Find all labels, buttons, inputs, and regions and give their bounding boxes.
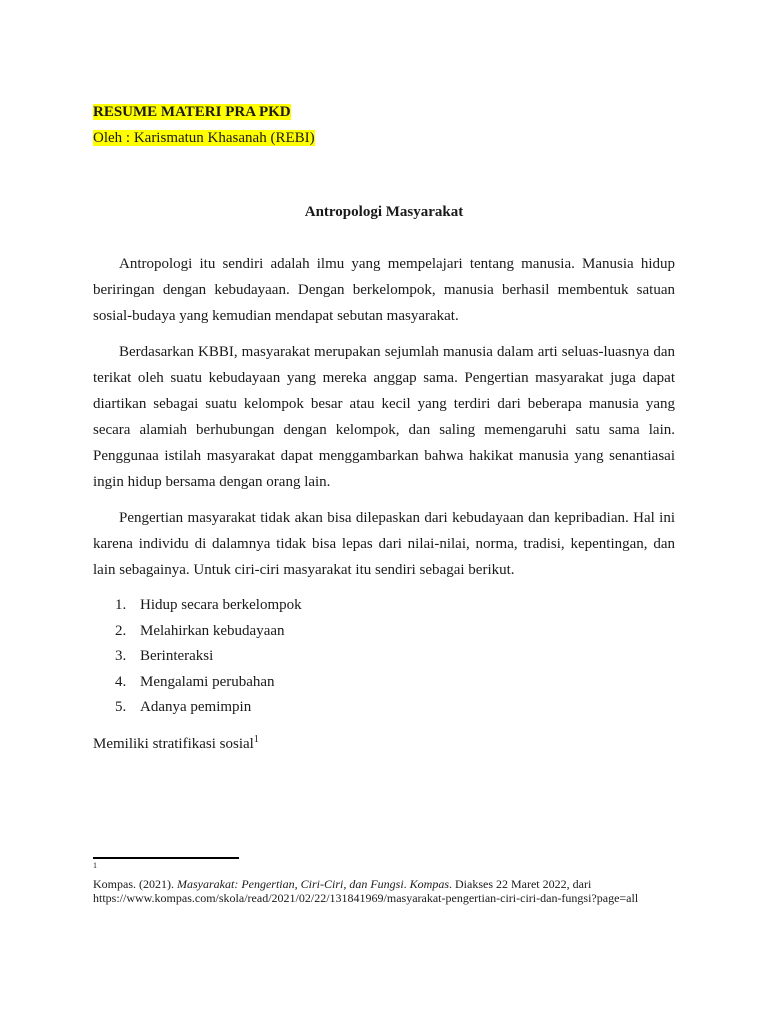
- trailing-line: [93, 731, 675, 757]
- list-item: [93, 619, 675, 645]
- body-text: [93, 251, 675, 757]
- list-item-number: 3.: [115, 648, 127, 664]
- paragraph: Pengertian masyarakat tidak akan bisa dilepaskan dari kebudayaan dan kepribadian. Hal ini karena individu di dalamnya tidak bisa lepas dari nilai-nilai, norma, tradisi, kepentingan, dan lain sebagainya. Untuk ciri-ciri masyarakat itu sendiri sebagai berikut.: [93, 510, 675, 578]
- document-title: RESUME MATERI PRA PKD: [93, 104, 291, 120]
- list-item: [93, 670, 675, 696]
- footnote-middle: .: [403, 877, 410, 891]
- footnote-title: Masyarakat: Pengertian, Ciri-Ciri, dan Fungsi: [177, 877, 404, 891]
- footnote-suffix: . Diakses 22 Maret 2022, dari https://www.kompas.com/skola/read/2021/02/22/131841969/masyarakat-pengertian-ciri-ciri-dan-fungsi?page=all: [93, 877, 639, 905]
- list-item-text: Adanya pemimpin: [140, 699, 252, 715]
- trailing-text: Memiliki stratifikasi sosial: [93, 735, 254, 752]
- section-title: Antropologi Masyarakat: [304, 204, 464, 220]
- list-item-number: 2.: [115, 622, 127, 639]
- paragraph: Antropologi itu sendiri adalah ilmu yang mempelajari tentang manusia. Manusia hidup beriringan dengan kebudayaan. Dengan berkelompok, manusia berhasil membentuk satuan sosial-budaya yang kemudian mendapat sebutan masyarakat.: [93, 256, 675, 324]
- list-item-number: 1.: [115, 597, 127, 613]
- footnote-marker: 1: [93, 861, 97, 870]
- list-item: [93, 593, 675, 619]
- list-item-text: Melahirkan kebudayaan: [140, 622, 285, 639]
- list-item-number: 5.: [115, 699, 127, 715]
- list-item-text: Berinteraksi: [140, 648, 214, 664]
- paragraph: Berdasarkan KBBI, masyarakat merupakan sejumlah manusia dalam arti seluas-luasnya dan terikat oleh suatu kebudayaan yang mereka anggap sama. Pengertian masyarakat juga dapat diartikan sebagai suatu kelompok besar atau kecil yang terdiri dari beberapa manusia yang secara alamiah berhubungan dengan kelompok, dan saling memengaruhi satu sama lain. Penggunaa istilah masyarakat dapat menggambarkan bahwa hakikat manusia yang senantiasai ingin hidup bersama dengan orang lain.: [93, 344, 675, 490]
- footnote: [93, 877, 653, 905]
- footnote-prefix: Kompas. (2021).: [93, 877, 177, 891]
- list-item-number: 4.: [115, 673, 127, 690]
- list-item: [93, 644, 675, 670]
- characteristics-list: [93, 593, 675, 721]
- footnote-source: Kompas: [409, 877, 449, 891]
- list-item-text: Mengalami perubahan: [140, 673, 275, 690]
- list-item-text: Hidup secara berkelompok: [140, 597, 302, 613]
- list-item: [93, 695, 675, 721]
- document-header: [93, 99, 315, 151]
- footnote-reference[interactable]: 1: [253, 733, 259, 745]
- footnote-separator: [93, 857, 239, 859]
- author-line: Oleh : Karismatun Khasanah (REBI): [93, 130, 315, 146]
